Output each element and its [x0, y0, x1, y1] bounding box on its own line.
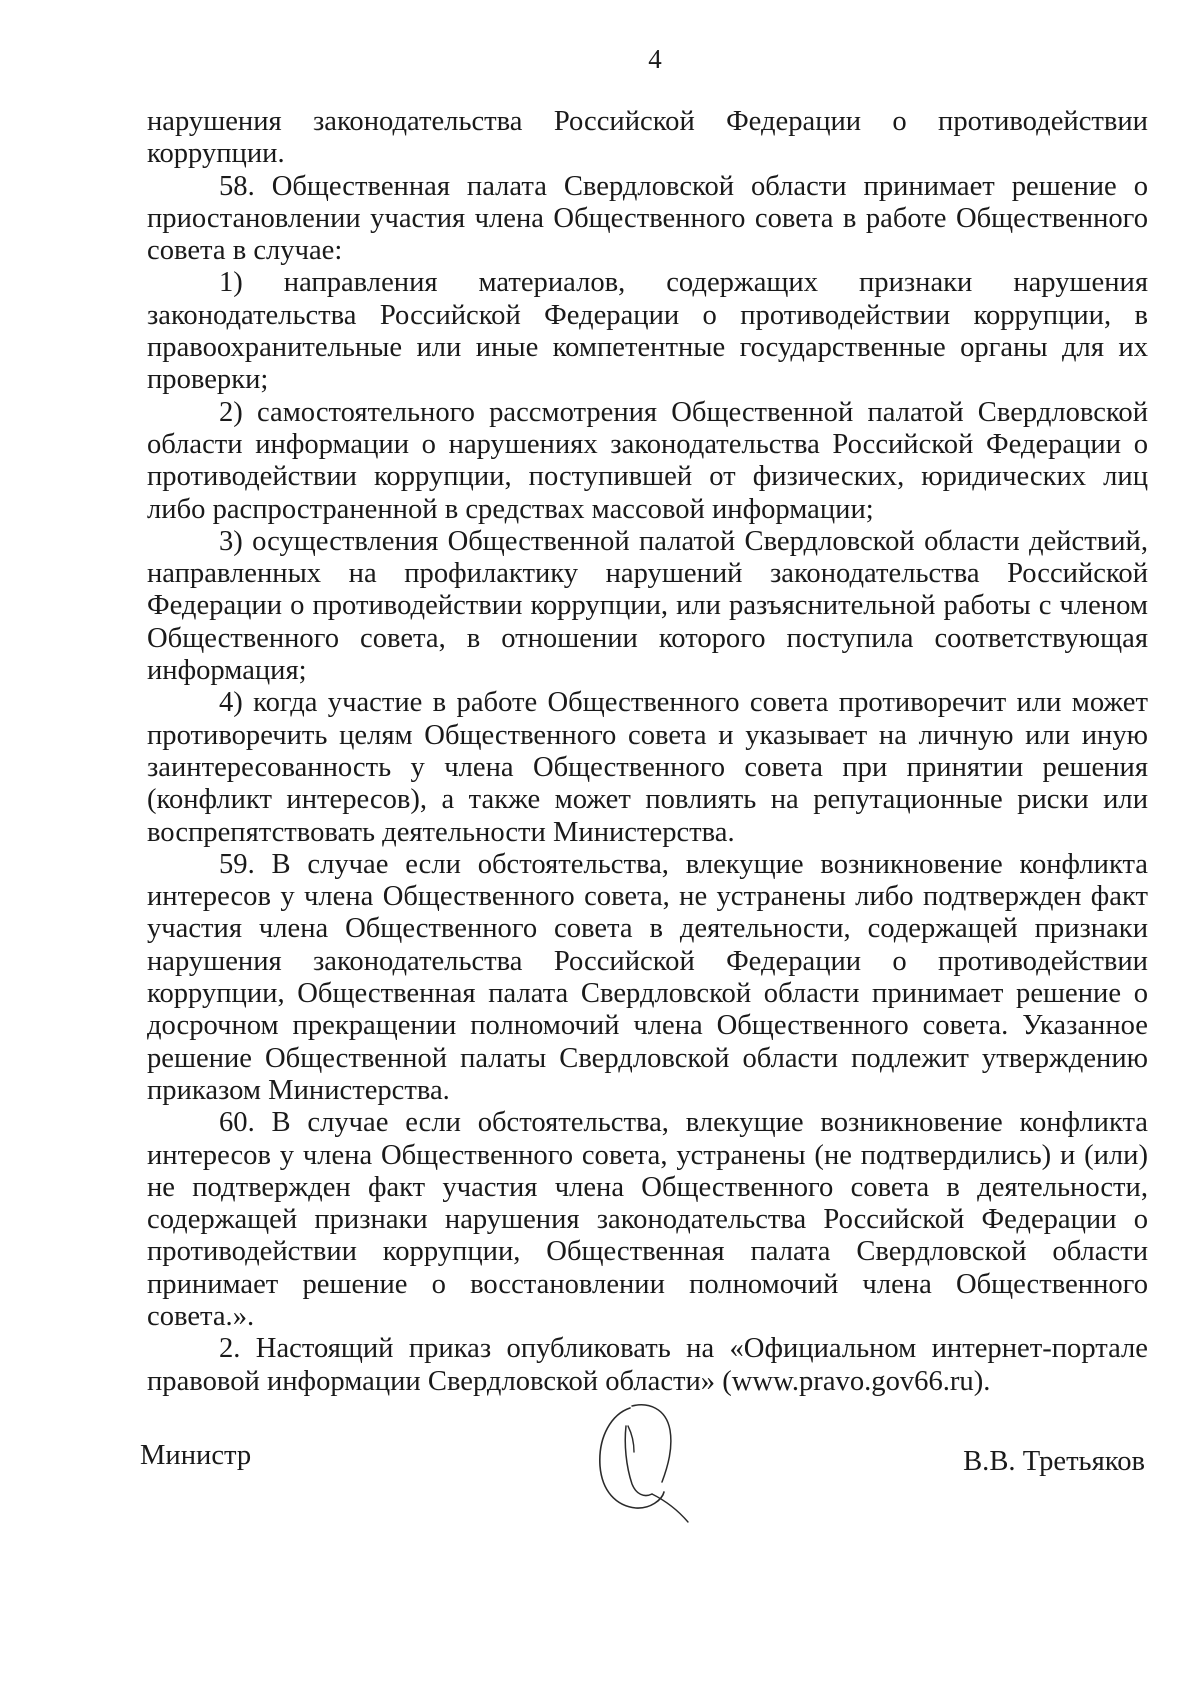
paragraph: 60. В случае если обстоятельства, влекущие возникновение конфликта интересов у члена Общественного совета, устранены (не подтвердились) и (или) не подтвержден факт участия члена Общественного совета в деятельности, содержащей признаки нарушения законодательства Российской Федерации о противодействии коррупции, Общественная палата Свердловской области принимает решение о восстановлении полномочий члена Общественного совета.».	[147, 1107, 1148, 1332]
paragraph: 3) осуществления Общественной палатой Свердловской области действий, направленных на профилактику нарушений законодательства Российской Федерации о противодействии коррупции, или разъяснительной работы с членом Общественного совета, в отношении которого поступила соответствующая информация;	[147, 525, 1148, 687]
signer-position: Министр	[140, 1440, 252, 1471]
document-body	[147, 106, 1148, 1398]
page-number: 4	[648, 44, 662, 74]
paragraph: нарушения законодательства Российской Федерации о противодействии коррупции.	[147, 106, 1148, 170]
paragraph: 59. В случае если обстоятельства, влекущие возникновение конфликта интересов у члена Общественного совета, не устранены либо подтвержден факт участия члена Общественного совета в деятельности, содержащей признаки нарушения законодательства Российской Федерации о противодействии коррупции, Общественная палата Свердловской области принимает решение о досрочном прекращении полномочий члена Общественного совета. Указанное решение Общественной палаты Свердловской области подлежит утверждению приказом Министерства.	[147, 848, 1148, 1106]
paragraph: 2) самостоятельного рассмотрения Общественной палатой Свердловской области информации о нарушениях законодательства Российской Федерации о противодействии коррупции, поступившей от физических, юридических лиц либо распространенной в средствах массовой информации;	[147, 396, 1148, 525]
paragraph: 1) направления материалов, содержащих признаки нарушения законодательства Российской Федерации о противодействии коррупции, в правоохранительные или иные компетентные государственные органы для их проверки;	[147, 267, 1148, 396]
signature-block	[0, 1424, 1200, 1544]
handwritten-signature	[592, 1396, 712, 1526]
paragraph: 4) когда участие в работе Общественного совета противоречит или может противоречить целям Общественного совета и указывает на личную или иную заинтересованность у члена Общественного совета при принятии решения (конфликт интересов), а также может повлиять на репутационные риски или воспрепятствовать деятельности Министерства.	[147, 687, 1148, 848]
paragraph: 58. Общественная палата Свердловской области принимает решение о приостановлении участия члена Общественного совета в работе Общественного совета в случае:	[147, 170, 1148, 267]
signer-name: В.В. Третьяков	[963, 1446, 1145, 1477]
paragraph: 2. Настоящий приказ опубликовать на «Официальном интернет-портале правовой информации Свердловской области» (www.pravo.gov66.ru).	[147, 1333, 1148, 1397]
